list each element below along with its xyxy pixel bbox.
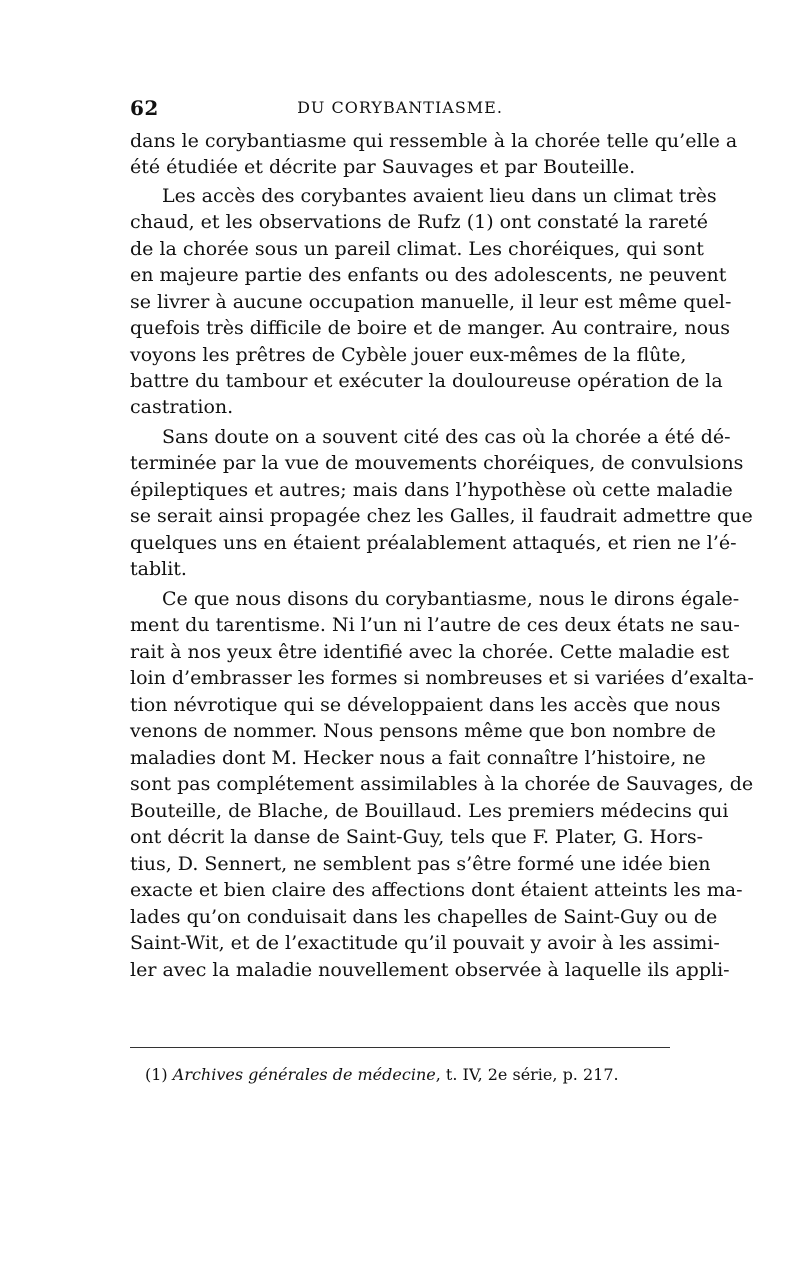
text-line: épileptiques et autres; mais dans l’hypothèse où cette maladie — [130, 479, 733, 501]
text-line: dans le corybantiasme qui ressemble à la chorée telle qu’elle a — [130, 130, 738, 152]
text-line: ment du tarentisme. Ni l’un ni l’autre de ces deux états ne sau- — [130, 614, 740, 636]
text-line: chaud, et les observations de Rufz (1) ont constaté la rareté — [130, 211, 709, 233]
text-line: Sans doute on a souvent cité des cas où la chorée a été dé- — [162, 426, 731, 448]
text-line: se serait ainsi propagée chez les Galles, il faudrait admettre que — [130, 505, 753, 527]
text-line: venons de nommer. Nous pensons même que bon nombre de — [130, 720, 716, 742]
text-line: Bouteille, de Blache, de Bouillaud. Les premiers médecins qui — [130, 800, 729, 822]
text-line: tius, D. Sennert, ne semblent pas s’être formé une idée bien — [130, 853, 711, 875]
text-line: rait à nos yeux être identifié avec la chorée. Cette maladie est — [130, 641, 730, 663]
text-line: battre du tambour et exécuter la douloureuse opération de la — [130, 370, 723, 392]
footnote-marker: (1) — [145, 1065, 168, 1084]
footnote-reference: , t. IV, 2e série, p. 217. — [435, 1065, 619, 1084]
footnote-divider — [130, 1047, 670, 1048]
text-line: terminée par la vue de mouvements choréiques, de convulsions — [130, 452, 744, 474]
text-line: ler avec la maladie nouvellement observée à laquelle ils appli- — [130, 959, 730, 981]
text-line: Les accès des corybantes avaient lieu dans un climat très — [162, 185, 717, 207]
text-line: tion névrotique qui se développaient dans les accès que nous — [130, 694, 721, 716]
text-line: lades qu’on conduisait dans les chapelles de Saint-Guy ou de — [130, 906, 718, 928]
text-line: en majeure partie des enfants ou des adolescents, ne peuvent — [130, 264, 727, 286]
text-line: de la chorée sous un pareil climat. Les choréiques, qui sont — [130, 238, 704, 260]
text-line: exacte et bien claire des affections dont étaient atteints les ma- — [130, 879, 743, 901]
text-line: loin d’embrasser les formes si nombreuses et si variées d’exalta- — [130, 667, 754, 689]
running-head: DU CORYBANTIASME. — [297, 98, 503, 117]
text-line: Ce que nous disons du corybantiasme, nous le dirons égale- — [162, 588, 740, 610]
text-line: tablit. — [130, 558, 187, 580]
text-line: été étudiée et décrite par Sauvages et par Bouteille. — [130, 156, 636, 178]
page-number: 62 — [130, 96, 159, 120]
text-line: se livrer à aucune occupation manuelle, il leur est même quel- — [130, 291, 732, 313]
text-line: castration. — [130, 396, 234, 418]
text-line: maladies dont M. Hecker nous a fait connaître l’histoire, ne — [130, 747, 706, 769]
footnote — [145, 1065, 619, 1084]
text-line: ont décrit la danse de Saint-Guy, tels que F. Plater, G. Hors- — [130, 826, 704, 848]
text-line: quelques uns en étaient préalablement attaqués, et rien ne l’é- — [130, 532, 737, 554]
footnote-title: Archives générales de médecine — [172, 1065, 436, 1084]
text-line: Saint-Wit, et de l’exactitude qu’il pouvait y avoir à les assimi- — [130, 932, 720, 954]
text-line: quefois très difficile de boire et de manger. Au contraire, nous — [130, 317, 731, 339]
text-line: sont pas complétement assimilables à la chorée de Sauvages, de — [130, 773, 754, 795]
text-line: voyons les prêtres de Cybèle jouer eux-mêmes de la flûte, — [130, 344, 687, 366]
